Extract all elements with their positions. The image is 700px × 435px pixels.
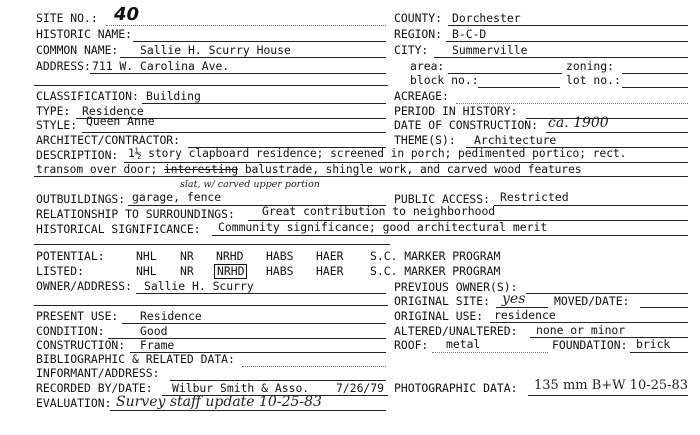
present-use-value: Residence xyxy=(140,309,202,323)
site-no-label: SITE NO.: xyxy=(36,11,98,25)
altered-label: ALTERED/UNALTERED: xyxy=(394,324,518,338)
common-name-value: Sallie H. Scurry House xyxy=(140,43,291,57)
public-access-label: PUBLIC ACCESS: xyxy=(394,192,491,206)
foundation-value: brick xyxy=(636,337,671,351)
address-value: 711 W. Carolina Ave. xyxy=(92,59,230,73)
theme-label: THEME(S): xyxy=(394,133,456,147)
photographic-line xyxy=(528,395,688,396)
classification-line xyxy=(142,103,386,104)
classification-value: Building xyxy=(146,89,201,103)
construction-label: CONSTRUCTION: xyxy=(36,338,126,352)
outbuildings-label: OUTBUILDINGS: xyxy=(36,192,126,206)
potential-option-nhl: NHL xyxy=(136,249,157,263)
roof-line xyxy=(432,352,548,353)
informant-label: INFORMANT/ADDRESS: xyxy=(36,366,160,380)
moved-date-line xyxy=(640,307,688,308)
owner-label: OWNER/ADDRESS: xyxy=(36,279,133,293)
original-use-value: residence xyxy=(494,308,556,322)
historic-name-label: HISTORIC NAME: xyxy=(36,27,133,41)
description-line-2a: transom over door; xyxy=(36,163,158,176)
site-no-line xyxy=(106,25,386,26)
site-no-value: 40 xyxy=(114,4,140,25)
foundation-label: FOUNDATION: xyxy=(552,338,628,352)
common-name-label: COMMON NAME: xyxy=(36,43,119,57)
region-label: REGION: xyxy=(394,27,443,41)
area-label: area: xyxy=(410,59,445,73)
bibliographic-line xyxy=(242,366,386,367)
bibliographic-label: BIBLIOGRAPHIC & RELATED DATA: xyxy=(36,352,235,366)
significance-line xyxy=(212,235,688,236)
common-name-line xyxy=(120,57,386,58)
present-use-label: PRESENT USE: xyxy=(36,309,119,323)
description-struck-word: interesting xyxy=(164,163,239,176)
style-value: Queen Anne xyxy=(86,114,155,128)
owner-line xyxy=(136,293,386,294)
relationship-label: RELATIONSHIP TO SURROUNDINGS: xyxy=(36,207,235,221)
date-construction-value: ca. 1900 xyxy=(548,115,609,131)
description-line-2 xyxy=(36,164,582,175)
block-no-label: block no.: xyxy=(410,73,479,87)
significance-label: HISTORICAL SIGNIFICANCE: xyxy=(36,222,201,236)
original-site-value: yes xyxy=(502,291,526,307)
description-label: DESCRIPTION: xyxy=(36,148,119,162)
lot-no-label: lot no.: xyxy=(566,73,621,87)
architect-label: ARCHITECT/CONTRACTOR: xyxy=(36,133,181,147)
potential-option-sc-marker: S.C. MARKER PROGRAM xyxy=(370,249,501,263)
region-value: B-C-D xyxy=(452,27,487,41)
significance-value: Community significance; good architectural merit xyxy=(218,220,548,234)
city-line xyxy=(434,57,688,58)
theme-value: Architecture xyxy=(474,133,557,147)
style-label: STYLE: xyxy=(36,118,78,132)
description-handwritten-insert: slat, w/ carved upper portion xyxy=(180,179,320,190)
listed-option-sc-marker: S.C. MARKER PROGRAM xyxy=(370,264,501,278)
public-access-value: Restricted xyxy=(500,190,569,204)
section-rule xyxy=(34,305,388,306)
block-no-line xyxy=(478,87,560,88)
original-use-label: ORIGINAL USE: xyxy=(394,309,484,323)
altered-value: none or minor xyxy=(536,323,626,337)
section-rule xyxy=(34,244,390,245)
description-line-2-rule xyxy=(34,176,688,177)
potential-option-nrhd: NRHD xyxy=(216,249,244,263)
lot-no-line xyxy=(622,87,688,88)
evaluation-value: Survey staff update 10-25-83 xyxy=(116,394,322,410)
roof-label: ROOF: xyxy=(394,338,429,352)
potential-option-habs: HABS xyxy=(266,249,294,263)
recorded-by-date: 7/26/79 xyxy=(336,381,385,395)
photographic-label: PHOTOGRAPHIC DATA: xyxy=(394,381,518,395)
listed-option-nr: NR xyxy=(180,264,194,278)
recorded-by-label: RECORDED BY/DATE: xyxy=(36,381,153,395)
city-value: Summerville xyxy=(452,43,528,57)
date-construction-line xyxy=(546,132,688,133)
listed-option-nhl: NHL xyxy=(136,264,157,278)
listed-option-haer: HAER xyxy=(316,264,344,278)
period-label: PERIOD IN HISTORY: xyxy=(394,104,518,118)
potential-option-haer: HAER xyxy=(316,249,344,263)
county-value: Dorchester xyxy=(452,11,521,25)
classification-label: CLASSIFICATION: xyxy=(36,89,139,103)
listed-option-habs: HABS xyxy=(266,264,294,278)
construction-value: Frame xyxy=(140,338,175,352)
historic-name-line xyxy=(133,41,386,42)
roof-value: metal xyxy=(446,337,481,351)
potential-option-nr: NR xyxy=(180,249,194,263)
type-label: TYPE: xyxy=(36,104,71,118)
description-line-2b: balustrade, shingle work, and carved wood features xyxy=(244,163,582,176)
type-value: Residence xyxy=(82,104,144,118)
evaluation-line xyxy=(110,410,386,411)
potential-label: POTENTIAL: xyxy=(36,249,105,263)
relationship-value: Great contribution to neighborhood xyxy=(262,204,496,218)
moved-date-label: MOVED/DATE: xyxy=(554,294,630,308)
description-line-1: 1½ story clapboard residence; screened in porch; pedimented portico; rect. xyxy=(128,147,627,160)
condition-value: Good xyxy=(140,324,168,338)
listed-option-nrhd-selected: NRHD xyxy=(214,264,247,279)
recorded-by-value: Wilbur Smith & Asso. xyxy=(172,381,310,395)
section-rule xyxy=(34,85,388,86)
photographic-value: 135 mm B+W 10-25-83 xyxy=(534,378,689,393)
owner-value: Sallie H. Scurry xyxy=(144,279,254,293)
city-label: CITY: xyxy=(394,43,429,57)
listed-label: LISTED: xyxy=(36,264,85,278)
region-line xyxy=(446,41,688,42)
acreage-label: ACREAGE: xyxy=(394,89,449,103)
zoning-line xyxy=(622,73,688,74)
public-access-line xyxy=(494,205,688,206)
foundation-line xyxy=(630,352,688,353)
county-line xyxy=(448,25,688,26)
county-label: COUNTY: xyxy=(394,11,443,25)
condition-label: CONDITION: xyxy=(36,324,105,338)
evaluation-label: EVALUATION: xyxy=(36,396,112,410)
zoning-label: zoning: xyxy=(566,59,615,73)
address-line xyxy=(90,73,386,74)
original-site-label: ORIGINAL SITE: xyxy=(394,294,491,308)
date-construction-label: DATE OF CONSTRUCTION: xyxy=(394,118,539,132)
previous-owner-label: PREVIOUS OWNER(S): xyxy=(394,280,518,294)
outbuildings-value: garage, fence xyxy=(132,190,222,204)
address-label: ADDRESS: xyxy=(36,59,91,73)
